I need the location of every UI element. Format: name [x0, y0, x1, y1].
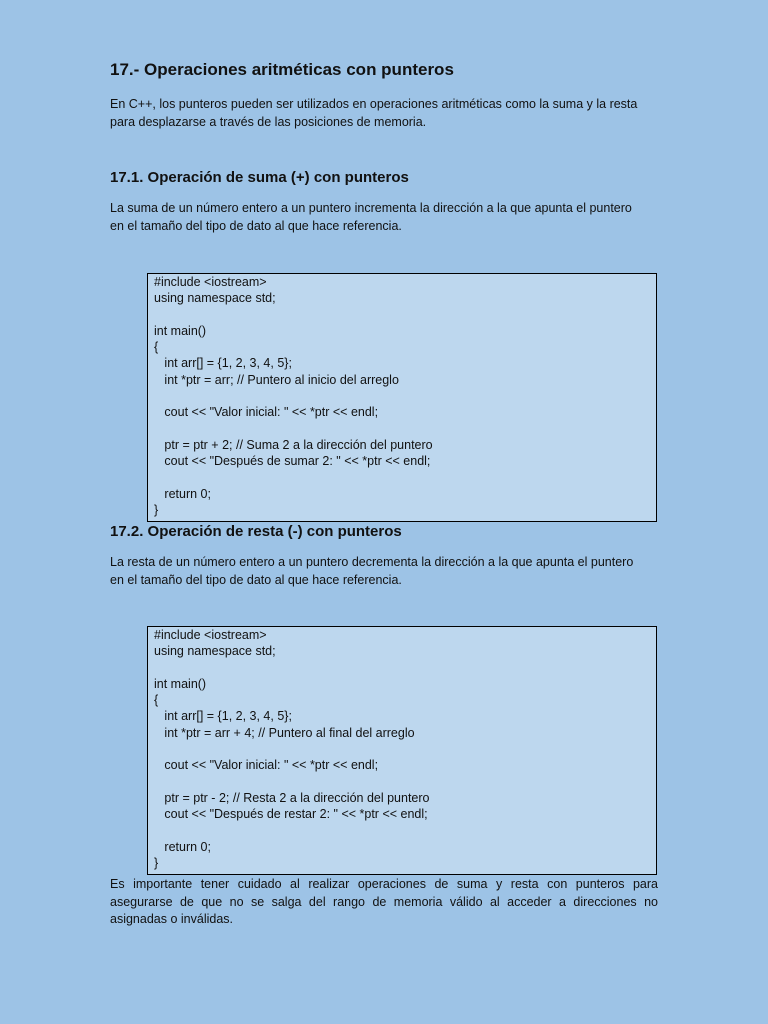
- code-line: return 0;: [154, 486, 211, 501]
- code-line: int main(): [154, 676, 207, 691]
- code-block-suma: [147, 273, 657, 522]
- code-line: [154, 823, 650, 839]
- code-line: using namespace std;: [154, 644, 276, 659]
- code-line: }: [154, 503, 159, 518]
- code-line: [154, 774, 650, 790]
- code-line: int arr[] = {1, 2, 3, 4, 5};: [154, 709, 292, 724]
- code-line: [154, 470, 650, 486]
- code-line: #include <iostream>: [154, 275, 267, 289]
- intro-paragraph: [110, 96, 637, 131]
- section-heading-resta: 17.2. Operación de resta (-) con punteros: [110, 523, 402, 540]
- code-line: int arr[] = {1, 2, 3, 4, 5};: [154, 356, 292, 371]
- page-title: 17.- Operaciones aritméticas con punteros: [110, 60, 454, 79]
- code-line: ptr = ptr - 2; // Resta 2 a la dirección del puntero: [154, 790, 430, 805]
- code-line: [154, 741, 650, 757]
- code-line: int *ptr = arr; // Puntero al inicio del arreglo: [154, 372, 399, 387]
- code-line: {: [154, 693, 159, 708]
- code-line: {: [154, 340, 159, 355]
- section-text-line: La resta de un número entero a un puntero decrementa la dirección a la que apunta el puntero: [110, 555, 634, 569]
- code-line: [154, 307, 650, 323]
- section-text-line: en el tamaño del tipo de dato al que hace referencia.: [110, 572, 402, 587]
- section-text-resta: [110, 554, 633, 589]
- code-line: ptr = ptr + 2; // Suma 2 a la dirección del puntero: [154, 437, 433, 452]
- section-text-suma: [110, 200, 632, 235]
- code-line: cout << "Valor inicial: " << *ptr << endl;: [154, 758, 379, 773]
- code-line: return 0;: [154, 839, 211, 854]
- code-line: cout << "Valor inicial: " << *ptr << endl;: [154, 405, 379, 420]
- intro-line: En C++, los punteros pueden ser utilizados en operaciones aritméticas como la suma y la resta: [110, 97, 638, 111]
- code-line: using namespace std;: [154, 291, 276, 306]
- closing-paragraph: Es importante tener cuidado al realizar operaciones de suma y resta con punteros para asegurarse de que no se salga del rango de memoria válido al acceder a direcciones no asignadas o inválidas.: [110, 877, 658, 926]
- code-block-resta: [147, 626, 657, 875]
- section-heading-suma: 17.1. Operación de suma (+) con punteros: [110, 169, 409, 186]
- code-line: #include <iostream>: [154, 628, 267, 642]
- code-line: [154, 421, 650, 437]
- code-line: [154, 388, 650, 404]
- code-line: int *ptr = arr + 4; // Puntero al final del arreglo: [154, 725, 415, 740]
- code-line: cout << "Después de restar 2: " << *ptr << endl;: [154, 807, 428, 822]
- code-line: [154, 660, 650, 676]
- code-line: }: [154, 856, 159, 871]
- section-text-line: en el tamaño del tipo de dato al que hace referencia.: [110, 218, 402, 233]
- section-text-line: La suma de un número entero a un puntero incrementa la dirección a la que apunta el puntero: [110, 201, 632, 215]
- intro-line: para desplazarse a través de las posiciones de memoria.: [110, 114, 427, 129]
- code-line: int main(): [154, 323, 207, 338]
- code-line: cout << "Después de sumar 2: " << *ptr << endl;: [154, 454, 431, 469]
